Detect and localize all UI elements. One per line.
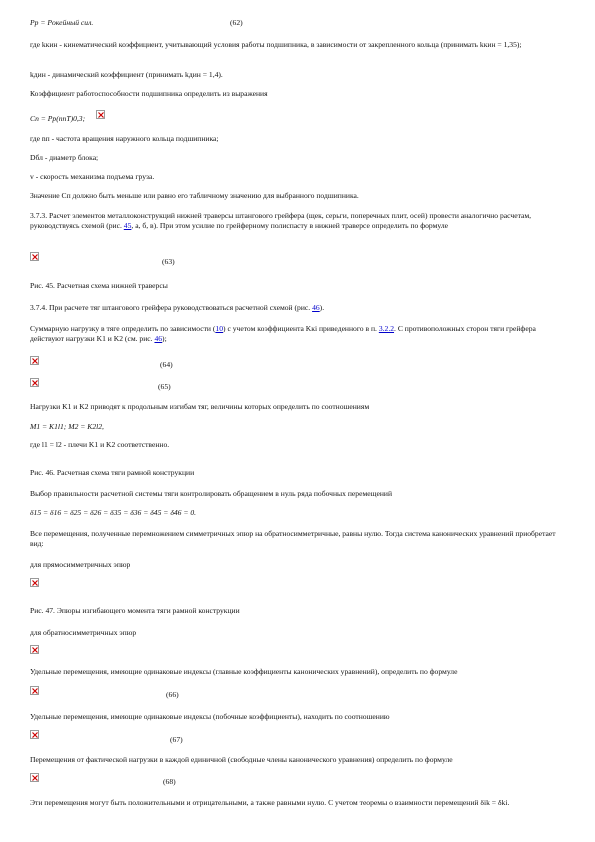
- figure-caption: Рис. 46. Расчетная схема тяги рамной конструкции: [30, 468, 195, 477]
- paragraph: для прямосимметричных эпюр: [30, 560, 131, 569]
- paragraph: v - скорость механизма подъема груза.: [30, 172, 155, 181]
- paragraph: kдин - динамический коэффициент (принимать kдин = 1,4).: [30, 70, 223, 79]
- broken-image-icon: [30, 578, 39, 587]
- paragraph: Суммарную нагрузку в тяге определить по зависимости (10) с учетом коэффициента Kкi приведенного в п. 3.2.2. С противоположных сторон тяги грейфера действуют нагрузки K1 и K2 (см. рис. 46);: [30, 324, 536, 343]
- paragraph: Dбл - диаметр блока;: [30, 153, 99, 162]
- formula-line: M1 = K1l1; M2 = K2l2,: [30, 422, 104, 431]
- section-link[interactable]: 3.2.2: [378, 324, 395, 333]
- broken-image-icon: [30, 773, 39, 782]
- paragraph: где kкин - кинематический коэффициент, учитывающий условия работы подшипника, в зависимости от закрепленного кольца (принимать kкин = 1,35);: [30, 40, 522, 49]
- equation-number: (64): [160, 360, 173, 369]
- equation-number: (65): [158, 382, 171, 391]
- paragraph: Нагрузки K1 и K2 приводят к продольным изгибам тяг, величины которых определить по соотношениям: [30, 402, 370, 411]
- broken-image-icon: [30, 730, 39, 739]
- paragraph: где l1 = l2 - плечи K1 и K2 соответственно.: [30, 440, 170, 449]
- formula-line: Pp = Pокейный сил.: [30, 18, 94, 27]
- paragraph: Эти перемещения могут быть положительными и отрицательными, а также равными нулю. С учетом теоремы о взаимности перемещений δik = δki.: [30, 798, 510, 807]
- paragraph: Все перемещения, полученные перемножением симметричных эпюр на обратносимметричные, равны нулю. Тогда система канонических уравнений приобретает вид:: [30, 529, 556, 548]
- paragraph: Перемещения от фактической нагрузки в каждой единичной (свободные члены канонического уравнения) определить по формуле: [30, 755, 453, 764]
- broken-image-icon: [96, 110, 105, 119]
- broken-image-icon: [30, 645, 39, 654]
- broken-image-icon: [30, 686, 39, 695]
- broken-image-icon: [30, 252, 39, 261]
- equation-number: (63): [162, 257, 175, 266]
- equation-number: (66): [166, 690, 179, 699]
- paragraph: 3.7.4. При расчете тяг штангового грейфера руководствоваться расчетной схемой (рис. 46).: [30, 303, 325, 312]
- paragraph: Значение Сп должно быть меньше или равно его табличному значению для выбранного подшипника.: [30, 191, 359, 200]
- figure-link[interactable]: 46: [312, 303, 320, 312]
- formula-line: δ15 = δ16 = δ25 = δ26 = δ35 = δ36 = δ45 = δ46 = 0.: [30, 508, 197, 517]
- paragraph: Коэффициент работоспособности подшипника определить из выражения: [30, 89, 268, 98]
- paragraph: 3.7.3. Расчет элементов металлоконструкций нижней траверсы штангового грейфера (щек, серьги, поперечных плит, осей) провести аналогично расчетам, руководствуясь схемой (рис. 45, а, б, в). При этом усилие по грейферному полиспасту в нижней траверсе определить по формуле: [30, 211, 532, 230]
- figure-link[interactable]: 46: [154, 334, 163, 343]
- equation-number: (67): [170, 735, 183, 744]
- figure-link[interactable]: 45: [123, 221, 132, 230]
- equation-link[interactable]: 10: [215, 324, 224, 333]
- equation-number: (62): [230, 18, 243, 27]
- broken-image-icon: [30, 356, 39, 365]
- paragraph: для обратносимметричных эпюр: [30, 628, 137, 637]
- paragraph: Удельные перемещения, имеющие одинаковые индексы (побочные коэффициенты), находить по соотношению: [30, 712, 390, 721]
- equation-number: (68): [163, 777, 176, 786]
- figure-caption: Рис. 45. Расчетная схема нижней траверсы: [30, 281, 168, 290]
- paragraph: Удельные перемещения, имеющие одинаковые индексы (главные коэффициенты канонических уравнений), определить по формуле: [30, 667, 458, 676]
- paragraph: где nп - частота вращения наружного кольца подшипника;: [30, 134, 219, 143]
- figure-caption: Рис. 47. Эпюры изгибающего момента тяги рамной конструкции: [30, 606, 240, 615]
- paragraph: Выбор правильности расчетной системы тяги контролировать обращением в нуль ряда побочных перемещений: [30, 489, 393, 498]
- broken-image-icon: [30, 378, 39, 387]
- formula-line: Cп = Pp(nпT)0,3;: [30, 114, 86, 123]
